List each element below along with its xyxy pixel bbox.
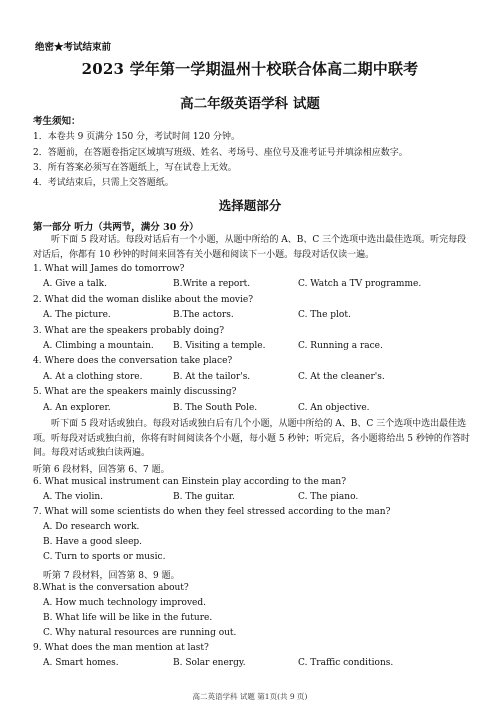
option-c: C. At the cleaner's. xyxy=(298,372,385,382)
option-c: C. Traffic conditions. xyxy=(298,658,394,668)
section-title: 选择题部分 xyxy=(218,198,282,213)
option-b: B. Solar energy. xyxy=(173,658,246,668)
page-footer: 高二英语学科 试题 第1页(共 9 页) xyxy=(192,692,308,701)
option-c: C. Running a race. xyxy=(298,341,383,351)
question-text: 3. What are the speakers probably doing? xyxy=(33,326,225,336)
question-text: 2. What did the woman dislike about the movie? xyxy=(33,295,254,305)
option-b: B.Write a report. xyxy=(173,279,251,289)
option-c: C. The piano. xyxy=(298,492,359,502)
exam-title: 2023 学年第一学期温州十校联合体高二期中联考 xyxy=(81,60,419,78)
question-text: 7. What will some scientists do when they feel stressed according to the man? xyxy=(33,507,391,517)
part-heading: 第一部分 听力（共两节，满分 30 分） xyxy=(33,222,199,233)
question-text: 6. What musical instrument can Einstein play according to the man? xyxy=(33,477,347,487)
material-note: 听第 7 段材料，回答第 8、9 题。 xyxy=(43,571,180,581)
option-a: A. The picture. xyxy=(43,310,111,320)
option-b: B. At the tailor's. xyxy=(173,372,251,382)
confidential-label: 绝密★考试结束前 xyxy=(35,42,112,53)
notice-heading: 考生须知： xyxy=(33,116,81,127)
option-a: A. How much technology improved. xyxy=(43,598,207,608)
question-text: 5. What are the speakers mainly discussing? xyxy=(33,387,237,397)
option-c: C. Watch a TV programme. xyxy=(298,279,422,289)
notice-item: 4．考试结束后，只需上交答题纸。 xyxy=(33,178,174,188)
option-b: B.The actors. xyxy=(173,310,234,320)
section2-instructions: 听下面 5 段对话或独白。每段对话或独白后有几个小题，从题中所给的 A、B、C 三个选项中选出最佳选项。听每段对话或独白前，你将有时间阅读各个小题，每小题 5 秒钟；听完后，各小题将给出 5 秒钟的作答时间。每段对话或独白读两遍。 xyxy=(33,419,470,458)
section1-instructions: 听下面 5 段对话。每段对话后有一个小题，从题中所给的 A、B、C 三个选项中选出最佳选项。听完每段对话后，你都有 10 秒钟的时间来回答有关小题和阅读下一小题。每段对话仅读一遍。 xyxy=(33,235,467,260)
option-a: A. Climbing a mountain. xyxy=(43,341,154,351)
option-b: B. Have a good sleep. xyxy=(43,537,143,547)
question-text: 1. What will James do tomorrow? xyxy=(33,264,185,274)
question-text: 8.What is the conversation about? xyxy=(33,583,189,593)
option-a: A. The violin. xyxy=(43,492,104,502)
question-text: 9. What does the man mention at last? xyxy=(33,643,209,653)
option-a: A. Give a talk. xyxy=(43,279,107,289)
notice-item: 1．本卷共 9 页满分 150 分，考试时间 120 分钟。 xyxy=(33,132,240,142)
option-b: B. What life will be like in the future. xyxy=(43,613,213,623)
option-a: A. Do research work. xyxy=(43,522,140,532)
option-a: A. At a clothing store. xyxy=(43,372,143,382)
option-c: C. Turn to sports or music. xyxy=(43,552,166,562)
option-c: C. Why natural resources are running out. xyxy=(43,628,237,638)
material-note: 听第 6 段材料，回答第 6、7 题。 xyxy=(33,465,170,475)
question-text: 4. Where does the conversation take place? xyxy=(33,356,233,366)
option-b: B. Visiting a temple. xyxy=(173,341,266,351)
option-a: A. An explorer. xyxy=(43,403,111,413)
option-c: C. An objective. xyxy=(298,403,370,413)
notice-item: 2．答题前，在答题卷指定区域填写班级、姓名、考场号、座位号及准考证号并填涂相应数字。 xyxy=(33,148,408,158)
option-c: C. The plot. xyxy=(298,310,351,320)
option-b: B. The guitar. xyxy=(173,492,235,502)
notice-item: 3．所有答案必须写在答题纸上，写在试卷上无效。 xyxy=(33,163,237,173)
option-a: A. Smart homes. xyxy=(43,658,119,668)
exam-subtitle: 高二年级英语学科 试题 xyxy=(180,96,320,112)
option-b: B. The South Pole. xyxy=(173,403,258,413)
